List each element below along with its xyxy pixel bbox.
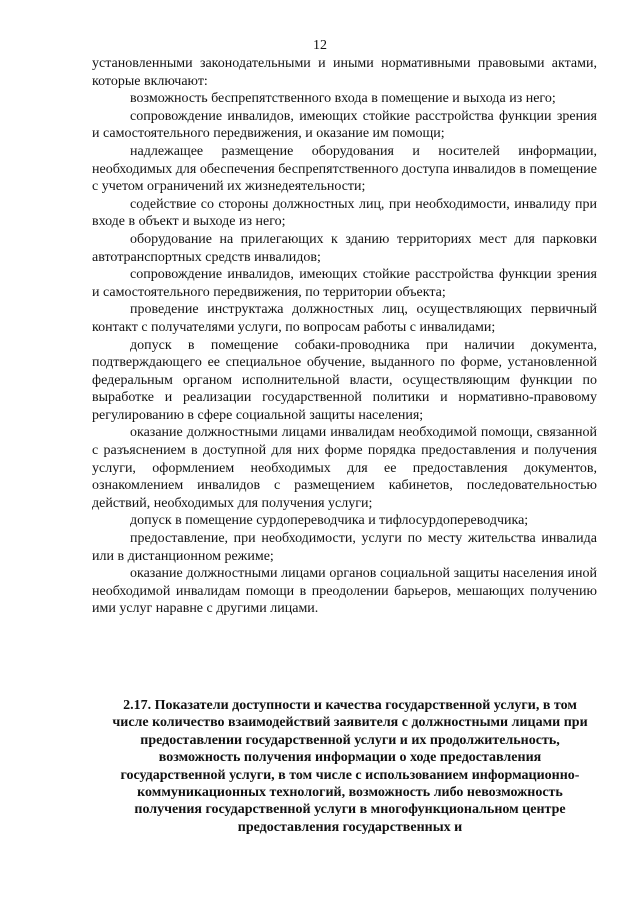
paragraph-8: допуск в помещение собаки-проводника при наличии документа, подтверждающего ее специальное обучение, выданного по форме, установленной федеральным органом исполнительной власти, осуществляющим функции по выработке и реализации государственной политики и нормативно-правовому регулированию в сфере социальной защиты населения; bbox=[92, 337, 597, 423]
page-number: 12 bbox=[313, 38, 327, 53]
paragraph-4: содействие со стороны должностных лиц, при необходимости, инвалиду при входе в объект и выходе из него; bbox=[92, 196, 597, 230]
paragraph-2: сопровождение инвалидов, имеющих стойкие расстройства функции зрения и самостоятельного передвижения, и оказание им помощи; bbox=[92, 108, 597, 142]
paragraph-0: установленными законодательными и иными нормативными правовыми актами, которые включают: bbox=[92, 56, 597, 89]
section-heading: 2.17. Показатели доступности и качества государственной услуги, в том числе количество взаимодействий заявителя с должностными лицами при предоставлении государственной услуги и их продолжительность, возможность получения информации о ходе предоставления государственной услуги, в том числе с использованием информационно-коммуникационных технологий, возможность либо невозможность получения государственной услуги в многофункциональном центре предоставления государственных и bbox=[112, 698, 588, 835]
paragraph-12: оказание должностными лицами органов социальной защиты населения иной необходимой инвалидам помощи в преодолении барьеров, мешающих получению ими услуг наравне с другими лицами. bbox=[92, 566, 597, 617]
paragraph-1: возможность беспрепятственного входа в помещение и выхода из него; bbox=[130, 91, 556, 107]
paragraph-10: допуск в помещение сурдопереводчика и тифлосурдопереводчика; bbox=[130, 513, 529, 529]
section-2-17 bbox=[112, 697, 588, 836]
paragraph-3: надлежащее размещение оборудования и носителей информации, необходимых для обеспечения беспрепятственного доступа инвалидов в помещение с учетом ограничений их жизнедеятельности; bbox=[92, 143, 597, 195]
paragraph-5: оборудование на прилегающих к зданию территориях мест для парковки автотранспортных средств инвалидов; bbox=[92, 231, 597, 265]
paragraph-7: проведение инструктажа должностных лиц, осуществляющих первичный контакт с получателями услуги, по вопросам работы с инвалидами; bbox=[92, 302, 597, 335]
body-text bbox=[92, 55, 597, 618]
paragraph-11: предоставление, при необходимости, услуги по месту жительства инвалида или в дистанционном режиме; bbox=[92, 531, 597, 564]
paragraph-6: сопровождение инвалидов, имеющих стойкие расстройства функции зрения и самостоятельного передвижения, по территории объекта; bbox=[92, 267, 597, 300]
paragraph-9: оказание должностными лицами инвалидам необходимой помощи, связанной с разъяснением в доступной для них форме порядка предоставления и получения услуги, оформлением необходимых для ее предоставления документов, ознакомлением инвалидов с размещением кабинетов, последовательностью действий, необходимых для получения услуги; bbox=[92, 425, 597, 511]
